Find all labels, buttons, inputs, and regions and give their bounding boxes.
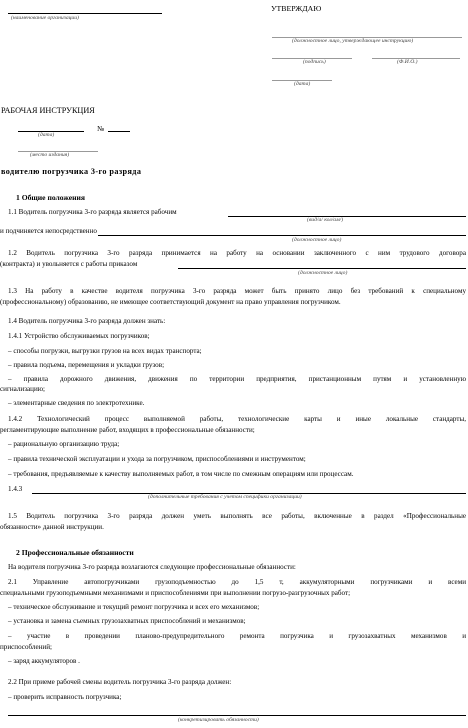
approver-position-caption: (должностное лицо, утверждающее инструкцию)	[292, 38, 414, 44]
p-1-3-line-1: 1.3 На работу в качестве водителя погрузчика 3-го разряда может быть принято лицо без требований к специальному	[8, 287, 466, 295]
s2-bullet-3-line-2: приспособлений;	[0, 643, 52, 651]
approval-date-caption: (дата)	[294, 81, 311, 87]
bullet-1: – способы погрузки, выгрузки грузов на всех видах транспорта;	[8, 347, 202, 355]
s2-bullet-2: – установка и замена съемных грузозахватных приспособлений и механизмов;	[8, 617, 246, 625]
role-title: водителю погрузчика 3-го разряда	[1, 167, 142, 176]
bullet-6: – правила технической эксплуатации и ухода за погрузчиком, приспособлениями и инструментом;	[8, 455, 306, 463]
p-1-4: 1.4 Водитель погрузчика 3-го разряда должен знать:	[8, 317, 166, 325]
p-1-1-subordinate: и подчиняется непосредственно	[0, 227, 97, 235]
p-2-2: 2.2 При приеме рабочей смены водитель погрузчика 3-го разряда должен:	[8, 678, 232, 686]
p-1-2-caption: (должностное лицо)	[298, 270, 348, 276]
approve-label: УТВЕРЖДАЮ	[271, 4, 322, 13]
p-1-2-line-2: (контракта) и увольняется с работы приказом	[0, 260, 138, 268]
bullet-3-line-1: – правила дорожного движения, движения по территории предприятия, пристанционным путям и установленную	[8, 375, 466, 383]
bullet-5: – рациональную организацию труда;	[8, 440, 120, 448]
doc-date-caption: (дата)	[38, 132, 55, 138]
p-1-1-subordinate-caption: (должностное лицо)	[292, 237, 342, 243]
duties-caption: (конкретизировать обязанности)	[178, 717, 259, 723]
doc-place-caption: (место издания)	[30, 152, 70, 158]
p-1-4-2-line-1: 1.4.2 Технологический процесс выполняемой работы, технологические карты и иные локальные стандарты,	[8, 415, 466, 423]
s2-bullet-1: – техническое обслуживание и текущий ремонт погрузчика и всех его механизмов;	[8, 603, 260, 611]
doc-title: РАБОЧАЯ ИНСТРУКЦИЯ	[1, 106, 95, 115]
p-1-1-subordinate-line[interactable]	[98, 235, 466, 236]
s2-bullet-5: – проверить исправность погрузчика;	[8, 693, 122, 701]
bullet-3-line-2: сигнализацию;	[0, 385, 46, 393]
org-name-caption: (наименование организации)	[11, 15, 79, 21]
p-2-1-line-1: 2.1 Управление автопогрузчиками грузоподъемностью до 1,5 т, аккумуляторными погрузчиками и всеми	[8, 578, 466, 586]
p-1-5-line-1: 1.5 Водитель погрузчика 3-го разряда должен уметь выполнять все работы, включенные в раздел «Профессиональные	[8, 512, 466, 520]
p-1-1-caption: (вид/а/ кол/ам/)	[307, 217, 344, 223]
bullet-2: – правила подъема, перемещения и укладки грузов;	[8, 361, 165, 369]
p-1-4-3: 1.4.3	[8, 485, 23, 493]
p-1-2-line-1: 1.2 Водитель погрузчика 3-го разряда принимается на работу на основании заключенного с ним трудового договора	[8, 249, 466, 257]
approver-fio-caption: (Ф.И.О.)	[397, 59, 418, 65]
p-1-4-3-caption: (дополнительные требования с учетом специфики организации)	[148, 494, 302, 500]
p-1-1: 1.1 Водитель погрузчика 3-го разряда является рабочим	[8, 208, 177, 216]
approver-signature-caption: (подпись)	[303, 59, 326, 65]
p-1-5-line-2: обязанности» данной инструкции.	[0, 523, 104, 531]
p-1-1-worker-line[interactable]	[228, 216, 466, 217]
doc-number-sign: №	[97, 124, 105, 133]
duties-line[interactable]	[8, 715, 466, 716]
s2-intro: На водителя погрузчика 3-го разряда возлагаются следующие профессиональные обязанности:	[8, 563, 296, 571]
p-1-4-1: 1.4.1 Устройство обслуживаемых погрузчиков;	[8, 332, 150, 340]
bullet-4: – элементарные сведения по электротехнике.	[8, 399, 145, 407]
section-1-heading: 1 Общие положения	[16, 193, 86, 202]
bullet-7: – требования, предъявляемые к качеству выполняемых работ, в том числе по смежным операциям или процессам.	[8, 470, 354, 478]
org-name-line[interactable]	[8, 13, 162, 14]
p-1-4-2-line-2: регламентирующие выполнение работ, входящих в профессиональные обязанности;	[0, 426, 255, 434]
p-1-2-line[interactable]	[178, 268, 466, 269]
p-1-3-line-2: (профессиональному) образованию, не имеющее соответствующий документ на право управления погрузчиком.	[0, 298, 341, 306]
section-2-heading: 2 Профессиональные обязанности	[16, 548, 134, 557]
doc-number-line[interactable]	[108, 131, 130, 132]
s2-bullet-4: – заряд аккумуляторов .	[8, 657, 80, 665]
p-2-1-line-2: специальными грузоподъемными механизмами и приспособлениями при выполнении погрузо-разгрузочных работ;	[0, 589, 351, 597]
s2-bullet-3-line-1: – участие в проведении планово-предупредительного ремонта погрузчика и грузозахватных механизмов и	[8, 632, 466, 640]
